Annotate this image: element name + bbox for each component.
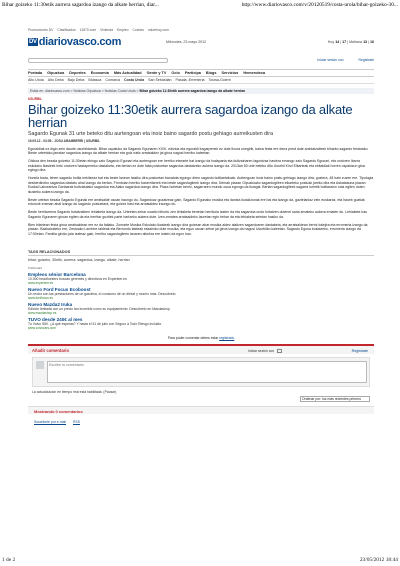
search-input[interactable] bbox=[28, 58, 168, 63]
toplink[interactable]: Promociones DV bbox=[28, 28, 54, 32]
related-tags bbox=[28, 250, 374, 262]
ads-block bbox=[28, 266, 374, 330]
print-url: http://www.diariovasco.com/v/20120519/costa-urola/bihar-goizeko-30... bbox=[241, 2, 398, 8]
ads-heading: Publicidad bbox=[28, 266, 42, 270]
ad-title[interactable]: Empleos sénior Barcelona bbox=[28, 272, 86, 277]
toplink[interactable]: miuerhoy.com bbox=[147, 28, 169, 32]
breadcrumb-path[interactable]: diariovasco.com > Noticias Gipuzkoa > Noticias Costa Urola > bbox=[45, 89, 139, 93]
ad-description: Un motor con las prestaciones de un gasolina, el consumo de un diésel y mucho más. Descúbrelo. bbox=[28, 292, 177, 296]
comments-count: Mostrando 0 comentarios bbox=[34, 409, 83, 414]
comment-login-with[interactable] bbox=[248, 349, 282, 353]
subnav-item-active[interactable]: Costa Urola bbox=[123, 78, 145, 82]
breadcrumb bbox=[28, 88, 374, 94]
comments-header bbox=[28, 344, 374, 354]
ad-description: 10.000 headhunters buscan gerentes y directivos en Experteer.es bbox=[28, 277, 127, 281]
social-login-icon[interactable] bbox=[277, 349, 282, 353]
nav-item[interactable]: Más Actualidad bbox=[113, 71, 142, 75]
article-paragraph: Beste urtetan bezala Sagardo Egunak ere arratsalde osoan iraungo du. Sagardoaz gozatzeaz gain, Sagardo Egunako musika eta dantza ikuskizunak ere bai eta izango da, gaztelaniaz zein euskaraz, eta hauek guztiak edonork eraman ahal izango du sagardo postuetara, eta goizez hasi eta arratsaldez iraungo du. bbox=[28, 197, 365, 206]
nav-item[interactable]: Ocio bbox=[171, 71, 180, 75]
weather-today-label: Hoy bbox=[327, 40, 335, 44]
toplink[interactable]: Empleo bbox=[117, 28, 129, 32]
ad-item[interactable] bbox=[28, 287, 374, 300]
article-paragraph: Eguraldiak ez digin zein daude usurbildarrak. Bihar ospatuko da Sagardo Egunaren XXXI. edizioa eta eguraldi iragarpenek ez dute itxura onegirik, baina festa ere dena prest dute antolatzaileek biharko sagardo festarako. Beste urteetako jarraian sagardoa izango da alkate herrian eta goiz natiz arratsaldez jai giroa nagusi herriko kaleetan. bbox=[28, 146, 369, 155]
sub-nav bbox=[28, 77, 374, 84]
print-header bbox=[0, 0, 400, 12]
register-link[interactable]: registrado bbox=[219, 336, 235, 340]
weather-tomorrow-max: 16 bbox=[370, 40, 374, 44]
print-title: Bihar goizeko 11:30etik aurrera sagardoa izango da alkate herrian, diar... bbox=[2, 2, 159, 8]
article-paragraph: Beste herritarrena Sagardo botatzaileen lehiaketa izango da. Urteetan zehar usadio bihurtu zen lehiaketa benetan herrikoia izaten da eta sagardoa ondo botatzen dutenei saria emateko aukera ematen du. Lehiaketa hau Sagardo Egunaren giroan egiten da eta herritar guztiek parte hartzeko aukera dute. Izen-ematea arratsaldeko lauretan egin behar da eta lehiaketa seietan hasiko da. bbox=[28, 210, 368, 219]
avatar bbox=[36, 361, 44, 369]
subnav-item[interactable]: Pasaia -Errenteria bbox=[175, 78, 205, 82]
realtime-update-notice[interactable]: La actualización en tiempo real está habilitada. (Pausar) bbox=[32, 390, 117, 394]
nav-item[interactable]: Gipuzkoa bbox=[47, 71, 65, 75]
ad-title[interactable]: Nuevo Mazda2 Iruka bbox=[28, 302, 73, 307]
add-comment-title: Añadir comentario bbox=[32, 348, 69, 353]
site-logo[interactable] bbox=[28, 36, 121, 48]
nav-item[interactable]: Economía bbox=[90, 71, 109, 75]
comment-login-label: Iniciar sesión con bbox=[248, 349, 275, 353]
logo-text: diariovasco.com bbox=[38, 36, 122, 48]
main-nav bbox=[28, 69, 374, 77]
nav-item[interactable]: Gente y TV bbox=[146, 71, 167, 75]
subnav-item[interactable]: Alto Deba bbox=[47, 78, 64, 82]
logo-badge: DV bbox=[29, 39, 37, 45]
tags-list[interactable]: bihar, goizeko, 30etik, aurrera, sagardoa, izango, alkate, herrian bbox=[28, 258, 130, 262]
page-title: Bihar goizeko 11:30etik aurrera sagardoa izango da alkate herrian bbox=[28, 102, 353, 130]
comment-login-prompt bbox=[28, 336, 374, 340]
tags-heading: TAGS RELACIONADOS bbox=[28, 250, 374, 256]
article-subtitle: Sagardo Egunak 31 urte beteko ditu aurtengoan eta inoiz baino sagardo postu gehiago aurreikusten dira bbox=[28, 131, 274, 137]
article-dateline: 19.05.12 - 03:05 - JOSU ARAMBERRI | USURBIL bbox=[28, 139, 100, 143]
print-footer bbox=[0, 554, 400, 566]
comment-input[interactable] bbox=[47, 361, 367, 383]
subnav-item[interactable]: Bajo Deba bbox=[67, 78, 85, 82]
nav-item[interactable]: Blogs bbox=[205, 71, 217, 75]
ad-url[interactable]: www.fordfocus.es bbox=[28, 296, 53, 300]
nav-item[interactable]: Participa bbox=[184, 71, 201, 75]
print-datetime: 23/05/2012 18:44 bbox=[359, 557, 398, 563]
top-links bbox=[28, 28, 374, 34]
article-paragraph: Ohikoa den bezala goizeko 11:30etan ekingo zaio Sagardo Egunari eta aurtengoan ere herriko etxearte bat izango da txalaparta eta dultzainaren laguntzaz hasiera emango zaio Sagardo Egunari, eta ondoren Ibarra eskolako ikasleek ireki ondoren hastapeneko dastaketa, eta bertan ez dute falta postuetan sagardoa dastatzeko aukera izango da. 2013an 50 urte beteko ditu Usurbil Kirol Elkarteak eta ekitaldiak horren ospakizun gisa egingo dira. bbox=[28, 159, 365, 172]
subnav-item[interactable]: Alto Urola bbox=[28, 78, 44, 82]
nav-item[interactable]: Portada bbox=[28, 71, 43, 75]
breadcrumb-current: Bihar goizeko 11:30etik aurrera sagardoa izango da alkate herrian bbox=[139, 89, 246, 93]
nav-item[interactable]: Hemeroteca bbox=[243, 71, 266, 75]
weather-tomorrow-label: Mañana bbox=[349, 40, 363, 44]
subnav-item[interactable]: San Sebastián bbox=[148, 78, 172, 82]
comments-count-bar bbox=[28, 406, 374, 414]
print-page-number: 1 de 2 bbox=[2, 557, 16, 563]
sort-row bbox=[28, 396, 374, 404]
weather-today-max: 17 bbox=[342, 40, 347, 44]
sort-select[interactable]: Ordenar por: los más recientes primero bbox=[300, 396, 370, 402]
email-subscribe-link[interactable]: Suscribete por e-mail bbox=[34, 420, 67, 424]
article-paragraph: Honela bada, lehen sagardo botila irekitzeaz bat eta beste lanean hasiko dira postuetan banatuta egongo diren sagardo botilaetakoak. Aurtengoan inoiz baino postu gehiago izango dira, guztera, 48 hain zuzen ere. Tipologia desberdineko sagardoa dastatu ahal izango da bertan. Frontoian herriko baserritarrek eta beste sagardogileek izango dira. Demak plazan Gipuzkoako sagardogileen elkarteko postuak jarriko dira eta Askatasuna plazan Euskal Laborantza Ganbarak bultzatutako sagardoa eta Aiako sagardoa izango dira. Plaza horietan berriz, sagarraren mundu osoa egongo da ikusgai. Bertan sagardogileek sagarra lurretik botilaraino nola egiten duten ikusteko aukera izango da. bbox=[28, 176, 374, 194]
toplink[interactable]: 11870.com bbox=[79, 28, 97, 32]
ad-title[interactable]: TUVO desde 240€ al mes bbox=[28, 317, 83, 322]
subnav-item[interactable]: Tolosa-Goierri bbox=[208, 78, 231, 82]
weather-tomorrow-min: 13 bbox=[363, 40, 368, 44]
weather-today-min: 14 bbox=[335, 40, 340, 44]
login-link[interactable]: Iniciar sesión con bbox=[317, 58, 344, 62]
search-row bbox=[28, 58, 374, 66]
nav-item[interactable]: Deportes bbox=[69, 71, 86, 75]
ad-description: Tu Volvo S60. ¿A qué esperas? Y hasta el 31 de julio con Seguro a Todo Riesgo incluido. bbox=[28, 322, 163, 326]
account-links bbox=[303, 58, 374, 62]
comment-form bbox=[32, 357, 370, 387]
current-date: Miércoles, 23 mayo 2012 bbox=[166, 40, 207, 44]
toplink[interactable]: Vivienda bbox=[100, 28, 114, 32]
ad-item[interactable] bbox=[28, 317, 374, 330]
subscribe-links bbox=[34, 420, 374, 424]
ad-item[interactable] bbox=[28, 272, 374, 285]
ad-item[interactable] bbox=[28, 302, 374, 315]
masthead bbox=[28, 36, 374, 54]
nav-item[interactable]: Servicios bbox=[221, 71, 239, 75]
toplink[interactable]: Coches bbox=[132, 28, 144, 32]
login-prompt-text: Para poder comentar debes estar bbox=[167, 336, 219, 340]
weather-widget: Hoy 14 | 17 | Mañana 13 | 16 bbox=[327, 40, 374, 44]
section-label: USURBIL bbox=[28, 97, 43, 101]
ad-url[interactable]: www.mazdashop.es bbox=[28, 311, 57, 315]
ad-url[interactable]: www.experteer.es bbox=[28, 281, 54, 285]
subnav-item[interactable]: Comarca bbox=[105, 78, 120, 82]
article-page bbox=[28, 28, 374, 424]
breadcrumb-prefix: Estás en: bbox=[30, 89, 45, 93]
ad-description: Edición limitada con un precio tan increíble como su equipamiento. Descúbrelo en Mazdashop bbox=[28, 307, 170, 311]
ad-title[interactable]: Nuevo Ford Focus Ecoboost bbox=[28, 287, 91, 292]
rss-link[interactable]: RSS bbox=[73, 420, 80, 424]
register-link[interactable]: Registrate bbox=[358, 58, 374, 62]
subnav-item[interactable]: Bidasoa bbox=[88, 78, 102, 82]
toplink[interactable]: Clasificados bbox=[57, 28, 76, 32]
comment-register-link[interactable]: Registrate bbox=[351, 349, 368, 353]
article-paragraph: Bien bitartean festa giroa arratsaldean ere ez da faltako. Zumarte Musika Eskolako ikasleak izango dira goizean ahar musika aldez alaitzen sagardoaren dastaketa, eta arratsaldean berriz kalejira eta erromeria izango da plazan. Bazkalosteko ere, Zestoako Larrinbe taldeak eta Berrondo taldeak eskainiko dute musika, eta egun osoan zehar jai giroa izango da nagusi Usurbilko kaleetan. Sagardo Eguna bukatzeko, erromeria izango da 17:00etan. Familia giroko jaia izateaz gain, herriko sagardogileen lanaren aitortza ere izaten da egun hau. bbox=[28, 222, 368, 236]
ad-url[interactable]: www.volvocars.com bbox=[28, 326, 56, 330]
